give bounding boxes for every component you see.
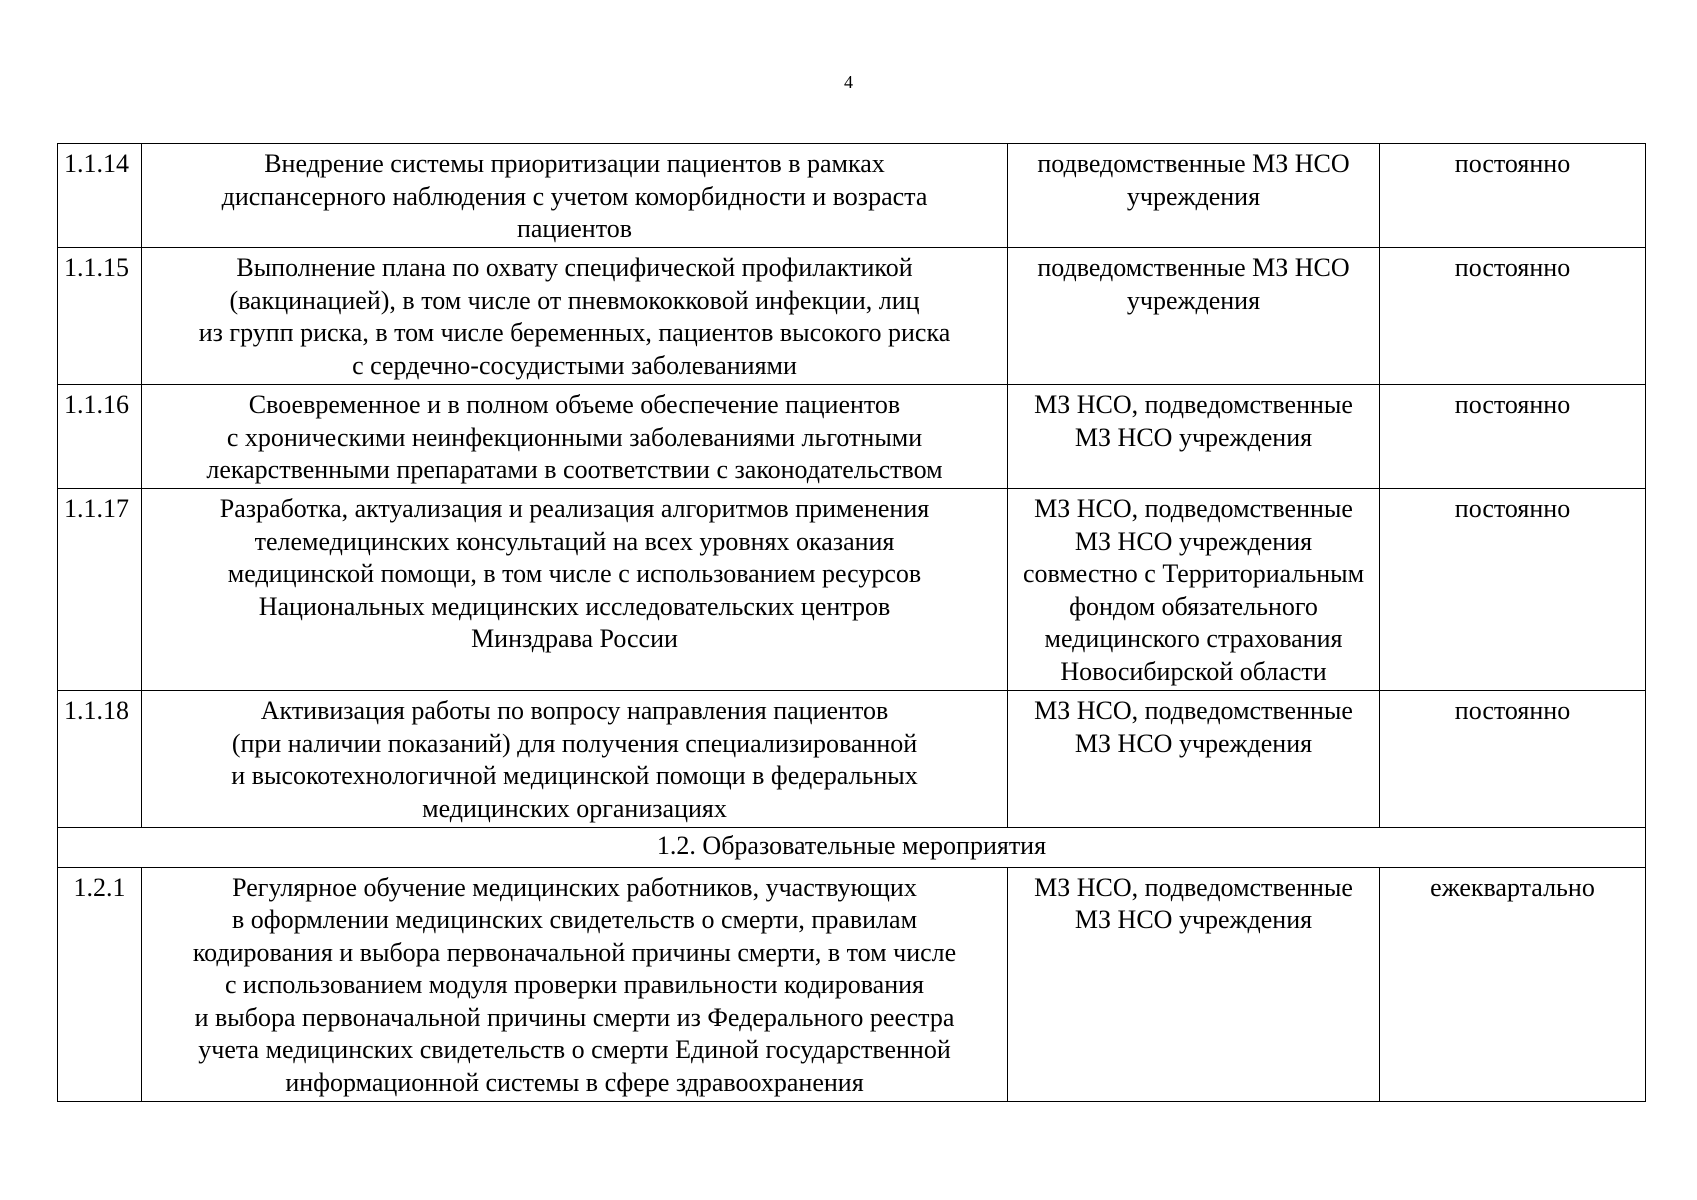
responsible-line: медицинского страхования xyxy=(1044,624,1343,653)
deadline-cell: постоянно xyxy=(1380,144,1646,248)
event-cell xyxy=(142,489,1008,691)
event-line: медицинских организациях xyxy=(422,793,727,823)
event-line: Регулярное обучение медицинских работников, участвующих xyxy=(232,872,917,902)
deadline-cell: ежеквартально xyxy=(1380,867,1646,1101)
item-number: 1.1.16 xyxy=(58,385,142,489)
deadline-cell: постоянно xyxy=(1380,691,1646,828)
responsible-line: МЗ НСО, подведомственные xyxy=(1034,494,1353,523)
responsible-cell xyxy=(1008,144,1380,248)
event-line: Минздрава России xyxy=(471,624,678,653)
event-line: из групп риска, в том числе беременных, пациентов высокого риска xyxy=(198,318,951,347)
page-number: 4 xyxy=(844,72,853,92)
item-number: 1.1.14 xyxy=(58,144,142,248)
event-line: Выполнение плана по охвату специфической профилактикой xyxy=(236,253,913,282)
section-title: 1.2. Образовательные мероприятия xyxy=(58,828,1646,868)
responsible-line: совместно с Территориальным xyxy=(1022,559,1365,588)
event-line: (при наличии показаний) для получения специализированной xyxy=(231,728,918,758)
event-line: Активизация работы по вопросу направления пациентов xyxy=(260,696,889,725)
responsible-line: подведомственные МЗ НСО xyxy=(1037,253,1350,282)
responsible-cell xyxy=(1008,489,1380,691)
responsible-cell xyxy=(1008,385,1380,489)
responsible-line: учреждения xyxy=(1126,285,1261,315)
deadline-cell: постоянно xyxy=(1380,385,1646,489)
deadline-cell: постоянно xyxy=(1380,489,1646,691)
item-number: 1.2.1 xyxy=(58,867,142,1101)
responsible-line: подведомственные МЗ НСО xyxy=(1037,149,1350,178)
event-line: информационной системы в сфере здравоохранения xyxy=(285,1067,864,1097)
item-number: 1.1.15 xyxy=(58,248,142,385)
event-line: Разработка, актуализация и реализация алгоритмов применения xyxy=(219,494,930,523)
event-cell xyxy=(142,144,1008,248)
event-line: медицинской помощи, в том числе с использованием ресурсов xyxy=(227,559,922,588)
event-line: и выбора первоначальной причины смерти из Федерального реестра xyxy=(194,1002,955,1032)
responsible-cell xyxy=(1008,691,1380,828)
event-line: в оформлении медицинских свидетельств о смерти, правилам xyxy=(231,905,918,934)
event-line: пациентов xyxy=(516,214,633,243)
event-cell xyxy=(142,867,1008,1101)
item-number: 1.1.17 xyxy=(58,489,142,691)
event-cell xyxy=(142,385,1008,489)
responsible-line: МЗ НСО учреждения xyxy=(1074,728,1313,758)
section-header-row xyxy=(58,828,1646,868)
responsible-line: МЗ НСО учреждения xyxy=(1074,905,1313,934)
item-number: 1.1.18 xyxy=(58,691,142,828)
event-line: телемедицинских консультаций на всех уровнях оказания xyxy=(254,526,895,556)
responsible-line: Новосибирской области xyxy=(1060,656,1327,686)
event-line: (вакцинацией), в том числе от пневмококковой инфекции, лиц xyxy=(229,285,920,315)
responsible-line: МЗ НСО, подведомственные xyxy=(1034,696,1353,725)
event-line: и высокотехнологичной медицинской помощи в федеральных xyxy=(231,761,918,790)
table-row xyxy=(58,385,1646,489)
responsible-cell xyxy=(1008,248,1380,385)
table-row xyxy=(58,691,1646,828)
event-line: Внедрение системы приоритизации пациентов в рамках xyxy=(264,149,885,178)
event-line: учета медицинских свидетельств о смерти Единой государственной xyxy=(198,1035,951,1064)
table-row xyxy=(58,867,1646,1101)
responsible-line: учреждения xyxy=(1126,181,1261,211)
event-cell xyxy=(142,248,1008,385)
responsible-line: МЗ НСО учреждения xyxy=(1074,526,1313,556)
table-row xyxy=(58,144,1646,248)
event-line: кодирования и выбора первоначальной причины смерти, в том числе xyxy=(192,937,957,967)
table-row xyxy=(58,248,1646,385)
event-line: Национальных медицинских исследовательских центров xyxy=(258,591,891,621)
responsible-line: МЗ НСО, подведомственные xyxy=(1034,872,1353,902)
event-line: Своевременное и в полном объеме обеспечение пациентов xyxy=(248,390,901,419)
measures-table xyxy=(57,143,1646,1102)
event-line: с хроническими неинфекционными заболеваниями льготными xyxy=(226,422,923,452)
event-cell xyxy=(142,691,1008,828)
responsible-line: МЗ НСО, подведомственные xyxy=(1034,390,1353,419)
event-line: с использованием модуля проверки правильности кодирования xyxy=(225,970,924,999)
responsible-cell xyxy=(1008,867,1380,1101)
event-line: лекарственными препаратами в соответствии с законодательством xyxy=(206,455,943,484)
event-line: с сердечно-сосудистыми заболеваниями xyxy=(352,350,797,380)
table-row xyxy=(58,489,1646,691)
responsible-line: МЗ НСО учреждения xyxy=(1074,422,1313,452)
deadline-cell: постоянно xyxy=(1380,248,1646,385)
event-line: диспансерного наблюдения с учетом коморбидности и возраста xyxy=(221,181,928,211)
responsible-line: фондом обязательного xyxy=(1069,591,1318,621)
